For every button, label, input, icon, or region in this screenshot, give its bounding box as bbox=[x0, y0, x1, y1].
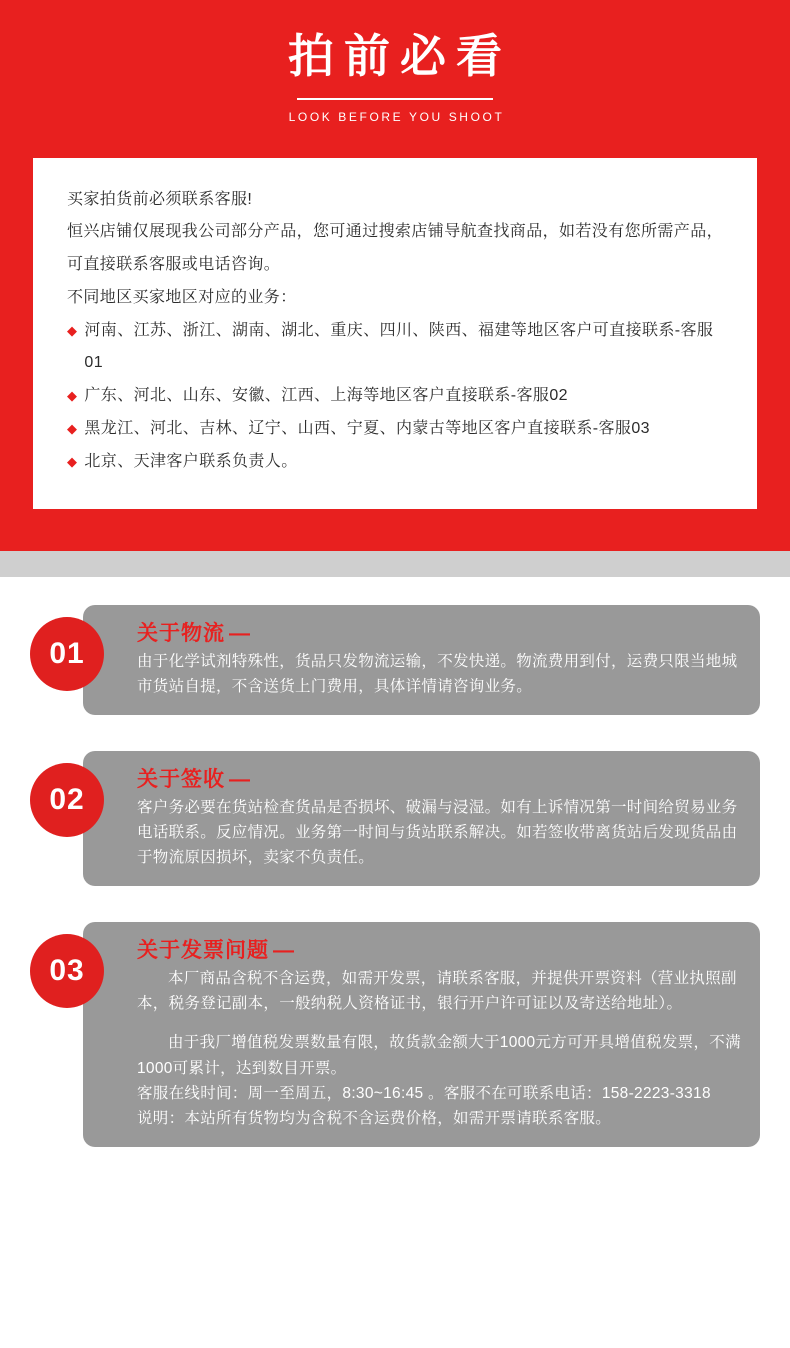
section-number-badge: 01 bbox=[30, 617, 104, 691]
diamond-bullet-icon: ◆ bbox=[67, 388, 78, 404]
notice-card bbox=[33, 158, 757, 509]
list-item-label: 广东、河北、山东、安徽、江西、上海等地区客户直接联系-客服02 bbox=[84, 387, 568, 405]
section-paragraph: 由于化学试剂特殊性，货品只发物流运输，不发快递。物流费用到付，运费只限当地城市货站自提，不含送货上门费用，具体详情请咨询业务。 bbox=[137, 652, 738, 695]
section-title bbox=[137, 617, 744, 647]
list-item-label: 黑龙江、河北、吉林、辽宁、山西、宁夏、内蒙古等地区客户直接联系-客服03 bbox=[84, 420, 650, 438]
diamond-bullet-icon: ◆ bbox=[67, 453, 78, 469]
diamond-bullet-icon: ◆ bbox=[67, 322, 78, 338]
section-body bbox=[137, 649, 744, 699]
section-panel bbox=[83, 922, 760, 1147]
info-section-logistics bbox=[30, 605, 760, 715]
section-panel bbox=[83, 605, 760, 715]
section-paragraph: 说明：本站所有货物均为含税不含运费价格，如需开票请联系客服。 bbox=[137, 1109, 612, 1127]
info-section-invoice bbox=[30, 922, 760, 1147]
notice-line: 恒兴店铺仅展现我公司部分产品，您可通过搜索店铺导航查找商品，如若没有您所需产品，可直接联系客服或电话咨询。 bbox=[67, 223, 724, 274]
title-divider bbox=[297, 98, 493, 100]
section-title bbox=[137, 934, 744, 964]
section-title-dash: — bbox=[229, 621, 251, 645]
list-item bbox=[67, 446, 723, 479]
section-paragraph: 客户务必要在货站检查货品是否损坏、破漏与浸湿。如有上诉情况第一时间给贸易业务电话联系。反应情况。业务第一时间与货站联系解决。如若签收带离货站后发现货品由于物流原因损坏，卖家不负责任。 bbox=[137, 798, 738, 867]
list-item bbox=[67, 315, 723, 381]
section-number-badge: 03 bbox=[30, 934, 104, 1008]
section-title-label: 关于发票问题 bbox=[137, 939, 269, 963]
section-paragraph: 本厂商品含税不含运费，如需开发票，请联系客服，并提供开票资料（营业执照副本，税务登记副本，一般纳税人资格证书，银行开户许可证以及寄送给地址）。 bbox=[137, 970, 737, 1013]
section-title-label: 关于物流 bbox=[137, 621, 225, 645]
list-item-label: 北京、天津客户联系负责人。 bbox=[84, 452, 298, 470]
section-title-dash: — bbox=[229, 767, 251, 791]
section-number-badge: 02 bbox=[30, 763, 104, 837]
section-divider bbox=[0, 551, 790, 577]
section-body bbox=[137, 966, 744, 1131]
section-title bbox=[137, 763, 744, 793]
diamond-bullet-icon: ◆ bbox=[67, 421, 78, 437]
page-title: 拍前必看 bbox=[288, 30, 512, 82]
info-section-receiving bbox=[30, 751, 760, 886]
notice-line: 买家拍货前必须联系客服! bbox=[67, 190, 253, 208]
list-item bbox=[67, 380, 723, 413]
list-item-label: 河南、江苏、浙江、湖南、湖北、重庆、四川、陕西、福建等地区客户可直接联系-客服01 bbox=[84, 321, 714, 372]
section-panel bbox=[83, 751, 760, 886]
header-banner bbox=[0, 0, 790, 158]
section-title-label: 关于签收 bbox=[137, 767, 225, 791]
notice-section bbox=[0, 158, 790, 551]
list-item bbox=[67, 413, 723, 446]
notice-line: 不同地区买家地区对应的业务： bbox=[67, 288, 297, 306]
section-title-dash: — bbox=[273, 939, 295, 963]
section-paragraph: 由于我厂增值税发票数量有限，故货款金额大于1000元方可开具增值税发票，不满1000可累计，达到数目开票。 bbox=[137, 1034, 741, 1077]
info-sections bbox=[0, 577, 790, 1193]
section-paragraph: 客服在线时间：周一至周五，8:30~16:45 。客服不在可联系电话：158-2223-3318 bbox=[137, 1084, 711, 1102]
section-body bbox=[137, 795, 744, 870]
page-subtitle: LOOK BEFORE YOU SHOOT bbox=[288, 109, 505, 124]
